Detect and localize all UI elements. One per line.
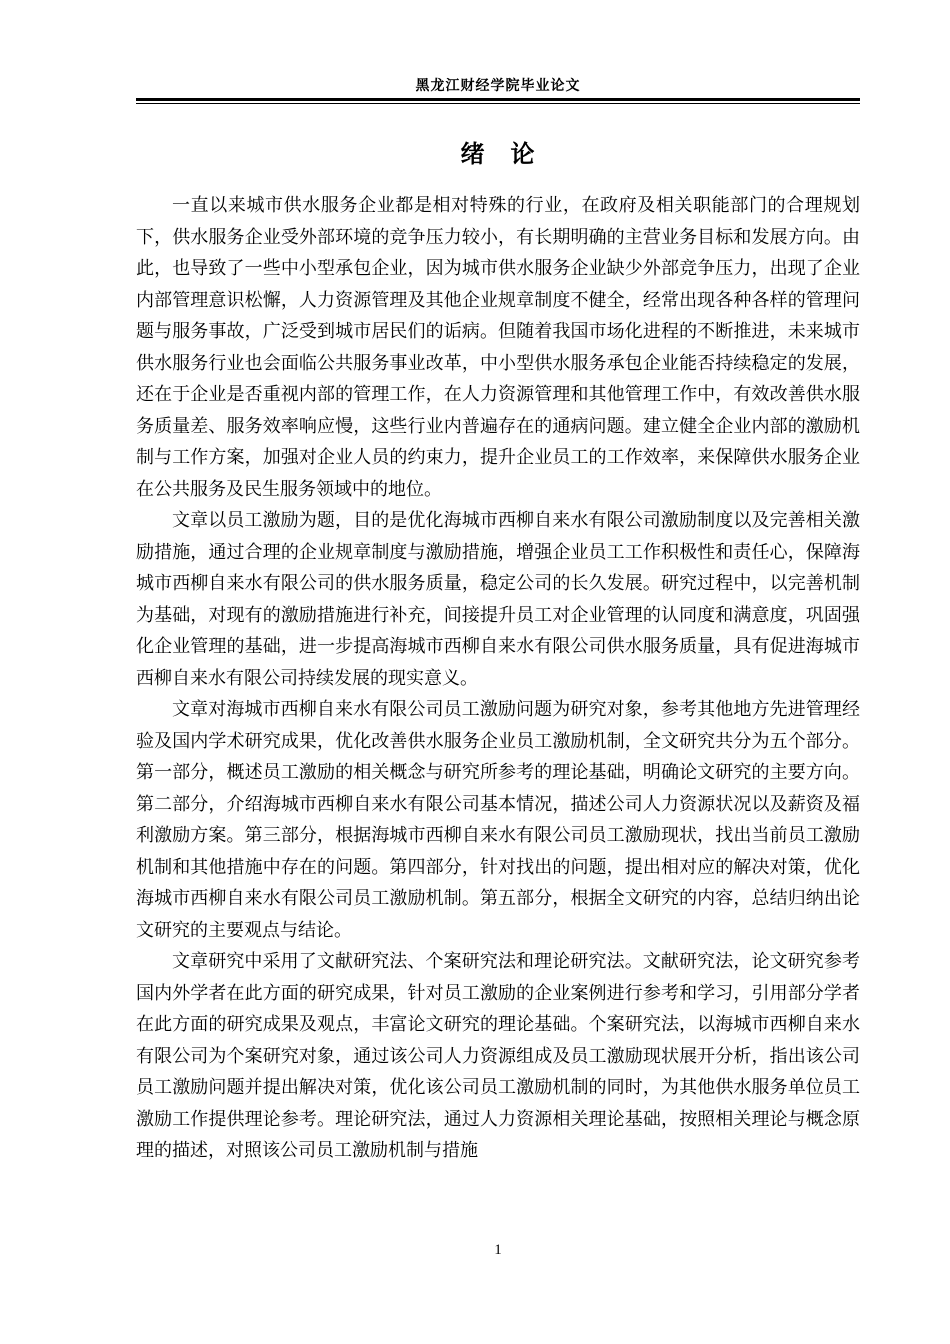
chapter-title: 绪 论 bbox=[460, 140, 536, 168]
header-rule-thick bbox=[136, 98, 860, 101]
paragraph-3: 文章对海城市西柳自来水有限公司员工激励问题为研究对象，参考其他地方先进管理经验及国内学术研究成果，优化改善供水服务企业员工激励机制，全文研究共分为五个部分。第一部分，概述员工激励的相关概念与研究所参考的理论基础，明确论文研究的主要方向。第二部分，介绍海城市西柳自来水有限公司基本情况，描述公司人力资源状况以及薪资及福利激励方案。第三部分，根据海城市西柳自来水有限公司员工激励现状，找出当前员工激励机制和其他措施中存在的问题。第四部分，针对找出的问题，提出相对应的解决对策，优化海城市西柳自来水有限公司员工激励机制。第五部分，根据全文研究的内容，总结归纳出论文研究的主要观点与结论。 bbox=[136, 699, 860, 941]
page-number: 1 bbox=[494, 1242, 502, 1258]
paragraph-2: 文章以员工激励为题，目的是优化海城市西柳自来水有限公司激励制度以及完善相关激励措施，通过合理的企业规章制度与激励措施，增强企业员工工作积极性和责任心，保障海城市西柳自来水有限公司的供水服务质量，稳定公司的长久发展。研究过程中，以完善机制为基础，对现有的激励措施进行补充，间接提升员工对企业管理的认同度和满意度，巩固强化企业管理的基础，进一步提高海城市西柳自来水有限公司供水服务质量，具有促进海城市西柳自来水有限公司持续发展的现实意义。 bbox=[136, 510, 860, 689]
paragraph-1: 一直以来城市供水服务企业都是相对特殊的行业，在政府及相关职能部门的合理规划下，供水服务企业受外部环境的竞争压力较小，有长期明确的主营业务目标和发展方向。由此，也导致了一些中小型承包企业，因为城市供水服务企业缺少外部竞争压力，出现了企业内部管理意识松懈，人力资源管理及其他企业规章制度不健全，经常出现各种各样的管理问题与服务事故，广泛受到城市居民们的诟病。但随着我国市场化进程的不断推进，未来城市供水服务行业也会面临公共服务事业改革，中小型供水服务承包企业能否持续稳定的发展，还在于企业是否重视内部的管理工作，在人力资源管理和其他管理工作中，有效改善供水服务质量差、服务效率响应慢，这些行业内普遍存在的通病问题。建立健全企业内部的激励机制与工作方案，加强对企业人员的约束力，提升企业员工的工作效率，来保障供水服务企业在公共服务及民生服务领域中的地位。 bbox=[136, 195, 860, 500]
body-text bbox=[136, 190, 860, 1167]
running-header: 黑龙江财经学院毕业论文 bbox=[415, 78, 581, 94]
paragraph-4: 文章研究中采用了文献研究法、个案研究法和理论研究法。文献研究法，论文研究参考国内外学者在此方面的研究成果，针对员工激励的企业案例进行参考和学习，引用部分学者在此方面的研究成果及观点，丰富论文研究的理论基础。个案研究法，以海城市西柳自来水有限公司为个案研究对象，通过该公司人力资源组成及员工激励现状展开分析，指出该公司员工激励问题并提出解决对策，优化该公司员工激励机制的同时，为其他供水服务单位员工激励工作提供理论参考。理论研究法，通过人力资源相关理论基础，按照相关理论与概念原理的描述，对照该公司员工激励机制与措施 bbox=[136, 951, 860, 1161]
header-rule-thin bbox=[136, 103, 860, 104]
